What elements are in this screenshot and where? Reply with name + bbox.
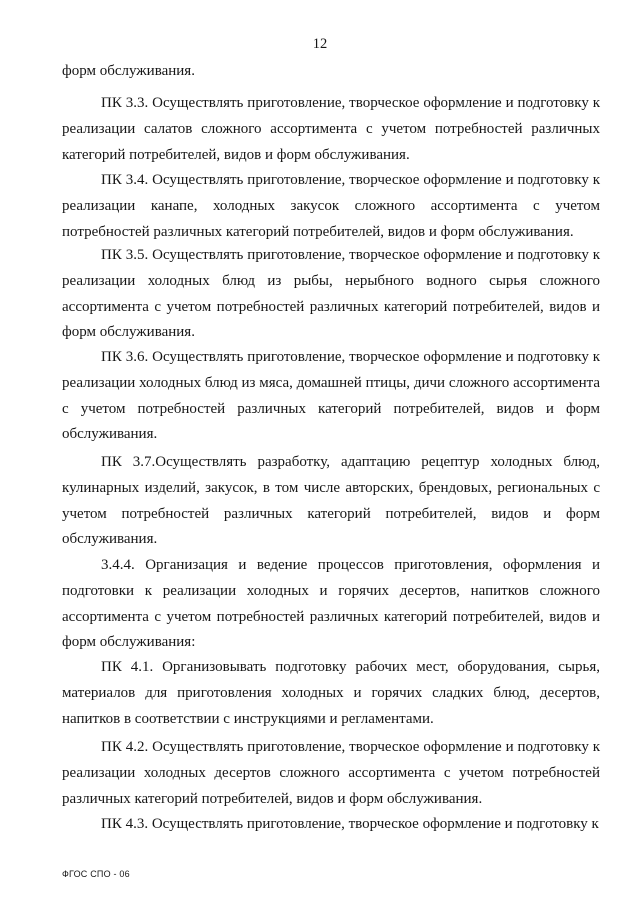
paragraph-pk-3-4: ПК 3.4. Осуществлять приготовление, творческое оформление и подготовку к реализации канапе, холодных закусок сложного ассортимента с учетом потребностей различных категорий потребителей, видов и форм обслуживания. — [62, 172, 600, 240]
paragraph-pk-3-3: ПК 3.3. Осуществлять приготовление, творческое оформление и подготовку к реализации салатов сложного ассортимента с учетом потребностей различных категорий потребителей, видов и форм обслуживания. — [62, 95, 600, 163]
paragraph-pk-4-1: ПК 4.1. Организовывать подготовку рабочих мест, оборудования, сырья, материалов для приготовления холодных и горячих сладких блюд, десертов, напитков в соответствии с инструкциями и регламентами. — [62, 659, 600, 727]
paragraph-pk-3-7: ПК 3.7.Осуществлять разработку, адаптацию рецептур холодных блюд, кулинарных изделий, закусок, в том числе авторских, брендовых, региональных с учетом потребностей различных категорий потребителей, видов и форм обслуживания. — [62, 454, 600, 548]
paragraph-continuation: форм обслуживания. — [62, 63, 195, 79]
footer-label: ФГОС СПО - 06 — [62, 869, 130, 879]
paragraph-pk-4-3: ПК 4.3. Осуществлять приготовление, творческое оформление и подготовку к — [101, 816, 599, 832]
paragraph-pk-4-2: ПК 4.2. Осуществлять приготовление, творческое оформление и подготовку к реализации холодных десертов сложного ассортимента с учетом потребностей различных категорий потребителей, видов и форм обслуживания. — [62, 739, 600, 807]
paragraph-pk-3-5: ПК 3.5. Осуществлять приготовление, творческое оформление и подготовку к реализации холодных блюд из рыбы, нерыбного водного сырья сложного ассортимента с учетом потребностей различных категорий потребителей, видов и форм обслуживания. — [62, 247, 600, 341]
paragraph-section-3-4-4: 3.4.4. Организация и ведение процессов приготовления, оформления и подготовки к реализации холодных и горячих десертов, напитков сложного ассортимента с учетом потребностей различных категорий потребителей, видов и форм обслуживания: — [62, 557, 600, 651]
paragraph-pk-3-6: ПК 3.6. Осуществлять приготовление, творческое оформление и подготовку к реализации холодных блюд из мяса, домашней птицы, дичи сложного ассортимента с учетом потребностей различных категорий потребителей, видов и форм обслуживания. — [62, 349, 600, 443]
page-number: 12 — [312, 36, 328, 52]
